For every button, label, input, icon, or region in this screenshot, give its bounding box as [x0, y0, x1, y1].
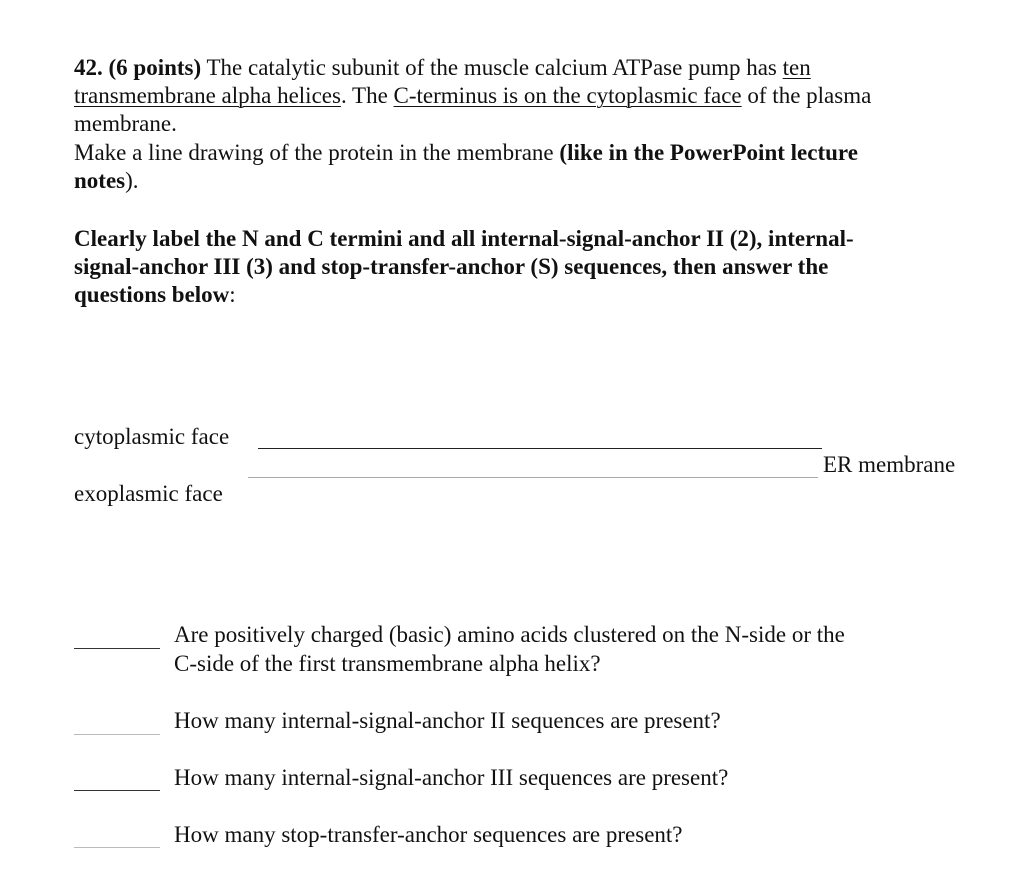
draw-instruction: Make a line drawing of the protein in the membrane: [74, 140, 554, 165]
er-membrane-label: ER membrane: [823, 452, 956, 477]
membrane-top-line: [258, 448, 822, 449]
draw-instruction-end: ).: [125, 168, 139, 193]
question-line-5: [74, 167, 139, 195]
draw-instruction-bold: (like in the PowerPoint lecture: [559, 140, 858, 165]
cytoplasmic-face-label: cytoplasmic face: [74, 424, 230, 449]
question-number: 42.: [74, 55, 103, 80]
question-2: How many internal-signal-anchor II sequences are present?: [174, 708, 721, 733]
answer-blank-2[interactable]: [74, 734, 160, 735]
exoplasmic-face-label: exoplasmic face: [74, 481, 223, 506]
question-line-3: [74, 110, 177, 138]
sentence1-text: The catalytic subunit of the muscle calcium ATPase pump has: [206, 55, 777, 80]
sentence1-after: . The: [340, 83, 388, 108]
answer-blank-3[interactable]: [74, 790, 160, 791]
question-4: How many stop-transfer-anchor sequences are present?: [174, 822, 683, 847]
underlined-ten: ten: [782, 55, 811, 80]
underlined-c-terminus: C-terminus is on the cytoplasmic face: [393, 83, 742, 108]
draw-instruction-bold-end: notes: [74, 168, 126, 193]
answer-blank-4[interactable]: [74, 847, 160, 848]
question-1-line-2: C-side of the first transmembrane alpha helix?: [174, 651, 601, 676]
instruction-line-2: signal-anchor III (3) and stop-transfer-anchor (S) sequences, then answer the: [74, 254, 829, 279]
sentence2-post: of the plasma: [747, 83, 872, 108]
answer-blank-1[interactable]: [74, 648, 160, 649]
question-line-2: [74, 82, 871, 110]
question-1-line-1: Are positively charged (basic) amino acids clustered on the N-side or the: [174, 622, 845, 647]
question-line-4: [74, 139, 858, 167]
sentence2-end: membrane.: [74, 111, 177, 136]
question-3: How many internal-signal-anchor III sequences are present?: [174, 765, 729, 790]
question-points: (6 points): [108, 55, 202, 80]
instruction-bold-end: questions below: [74, 282, 230, 307]
instruction-line-3: [74, 281, 236, 309]
membrane-bottom-line: [248, 477, 818, 478]
instruction-colon: :: [229, 282, 236, 307]
instruction-line-1: Clearly label the N and C termini and all internal-signal-anchor II (2), internal-: [74, 226, 854, 251]
underlined-helices: transmembrane alpha helices: [74, 83, 341, 108]
question-line-1: [74, 54, 811, 82]
